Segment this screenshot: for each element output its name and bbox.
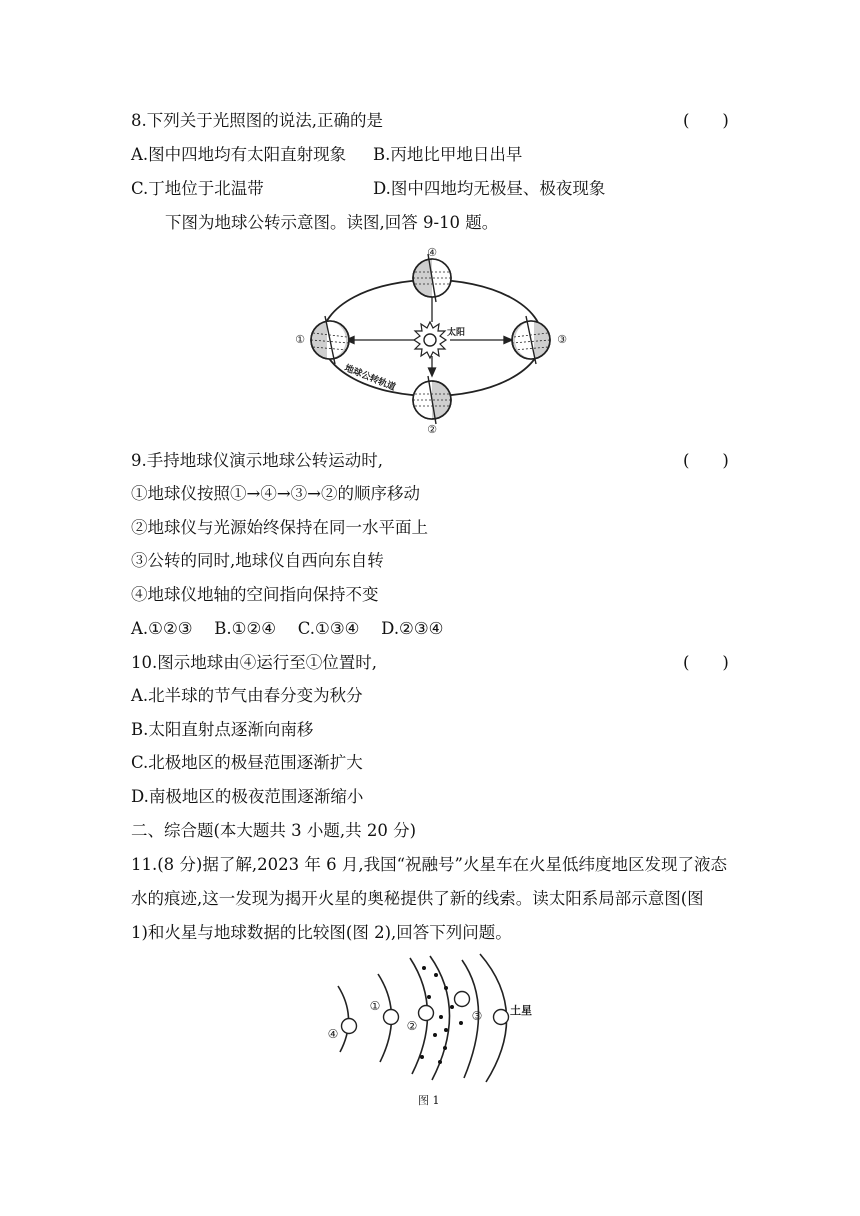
q8-stem: 8.下列关于光照图的说法,正确的是 bbox=[131, 111, 383, 130]
section-2-heading: 二、综合题(本大题共 3 小题,共 20 分) bbox=[131, 821, 417, 840]
label-planet-2: ② bbox=[406, 1019, 418, 1033]
label-planet-1: ① bbox=[369, 999, 381, 1013]
q9-statement-4: ④地球仪地轴的空间指向保持不变 bbox=[131, 585, 379, 604]
sun-label: 太阳 bbox=[447, 328, 466, 338]
planet-1 bbox=[384, 1010, 399, 1025]
label-planet-4: ④ bbox=[327, 1027, 339, 1041]
label-pos-1: ① bbox=[295, 333, 305, 346]
q9-options: A.①②③ B.①②④ C.①③④ D.②③④ bbox=[131, 619, 444, 638]
q8-option-d: D.图中四地均无极昼、极夜现象 bbox=[373, 179, 606, 198]
label-pos-4: ④ bbox=[427, 246, 437, 259]
q11-line-3: 1)和火星与地球数据的比较图(图 2),回答下列问题。 bbox=[131, 923, 512, 942]
q8-option-b: B.丙地比甲地日出早 bbox=[373, 145, 523, 164]
q9-statement-2: ②地球仪与光源始终保持在同一水平面上 bbox=[131, 518, 428, 537]
q10-option-c: C.北极地区的极昼范围逐渐扩大 bbox=[131, 753, 363, 772]
q10-answer-paren: ( ) bbox=[683, 653, 729, 672]
q10-option-b: B.太阳直射点逐渐向南移 bbox=[131, 720, 314, 739]
planet-4 bbox=[342, 1019, 357, 1034]
q9-answer-paren: ( ) bbox=[683, 451, 729, 470]
q8-answer-paren: ( ) bbox=[683, 111, 729, 130]
q11-line-1: 11.(8 分)据了解,2023 年 6 月,我国“祝融号”火星车在火星低纬度地区发现了液态 bbox=[131, 855, 727, 874]
q8-option-c: C.丁地位于北温带 bbox=[131, 179, 264, 198]
label-saturn: 土星 bbox=[510, 1004, 532, 1017]
label-planet-3: ③ bbox=[471, 1009, 483, 1023]
planet-3 bbox=[455, 992, 470, 1007]
q10-option-d: D.南极地区的极夜范围逐渐缩小 bbox=[131, 787, 364, 806]
q10-option-a: A.北半球的节气由春分变为秋分 bbox=[131, 686, 363, 705]
q11-line-2: 水的痕迹,这一发现为揭开火星的奥秘提供了新的线索。读太阳系局部示意图(图 bbox=[131, 889, 704, 908]
q9-statement-3: ③公转的同时,地球仪自西向东自转 bbox=[131, 551, 384, 570]
solar-system-figure bbox=[318, 950, 548, 1086]
q8-option-a: A.图中四地均有太阳直射现象 bbox=[131, 145, 347, 164]
q9-stem: 9.手持地球仪演示地球公转运动时, bbox=[131, 451, 383, 470]
orbit-label: 地球公转轨道 bbox=[342, 363, 397, 394]
q9-statement-1: ①地球仪按照①→④→③→②的顺序移动 bbox=[131, 484, 420, 503]
planet-saturn bbox=[494, 1010, 509, 1025]
earth-position-2 bbox=[413, 376, 451, 424]
label-pos-3: ③ bbox=[557, 333, 567, 346]
sun-icon bbox=[414, 322, 446, 358]
earth-position-3 bbox=[512, 316, 550, 364]
earth-orbit-figure bbox=[290, 244, 580, 436]
earth-position-1 bbox=[311, 316, 349, 364]
planet-2 bbox=[419, 1006, 434, 1021]
figure-1-caption: 图 1 bbox=[418, 1094, 440, 1107]
earth-position-4 bbox=[413, 254, 451, 302]
label-pos-2: ② bbox=[427, 423, 437, 436]
intro-9-10: 下图为地球公转示意图。读图,回答 9-10 题。 bbox=[165, 213, 499, 232]
q10-stem: 10.图示地球由④运行至①位置时, bbox=[131, 653, 377, 672]
